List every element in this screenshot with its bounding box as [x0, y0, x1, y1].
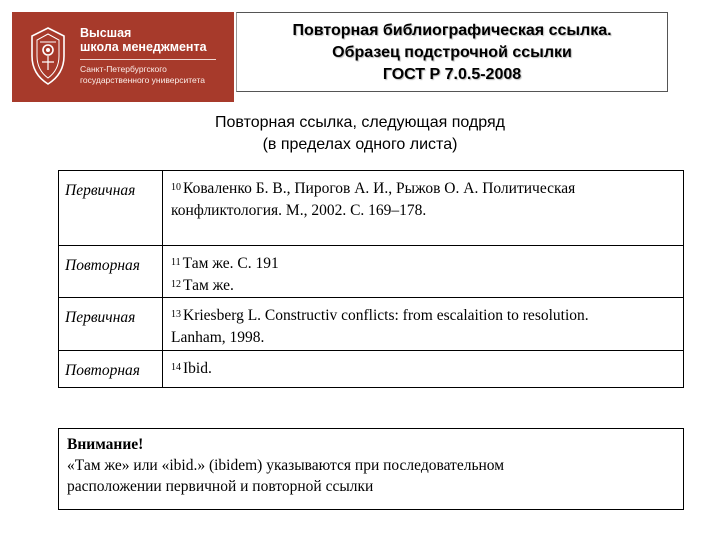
logo-divider	[80, 59, 216, 60]
reference-line	[171, 200, 675, 222]
title-line-2: Образец подстрочной ссылки	[332, 44, 572, 61]
attention-note	[58, 428, 684, 510]
subtitle-line-2: (в пределах одного листа)	[262, 136, 458, 153]
logo-line-3: Санкт-Петербургского	[80, 64, 167, 74]
footnote-number: 13	[171, 309, 181, 320]
reference-type: Первичная	[59, 298, 163, 351]
university-emblem-icon	[24, 26, 72, 88]
reference-line	[171, 305, 675, 327]
reference-text: Коваленко Б. В., Пирогов А. И., Рыжов О. А. Политическая	[183, 180, 576, 197]
reference-text: Ibid.	[183, 360, 212, 377]
logo-text	[80, 26, 216, 86]
reference-type: Первичная	[59, 171, 163, 246]
reference-line	[171, 253, 675, 275]
reference-text: Lanham, 1998.	[171, 329, 265, 346]
reference-cell	[163, 246, 684, 298]
footnote-number: 14	[171, 362, 181, 373]
reference-text: конфликтология. М., 2002. С. 169–178.	[171, 202, 427, 219]
subtitle-line-1: Повторная ссылка, следующая подряд	[215, 114, 505, 131]
table-row	[59, 246, 684, 298]
reference-line	[171, 358, 675, 380]
subtitle	[150, 112, 570, 156]
title-line-1: Повторная библиографическая ссылка.	[292, 22, 612, 39]
table-row	[59, 351, 684, 388]
note-line-1: «Там же» или «ibid.» (ibidem) указываются при последовательном	[67, 457, 505, 474]
reference-type: Повторная	[59, 351, 163, 388]
logo-line-4: государственного университета	[80, 75, 206, 85]
logo-line-2: школа менеджмента	[80, 40, 207, 54]
reference-text: Там же. С. 191	[182, 255, 279, 272]
logo-line-1: Высшая	[80, 26, 132, 40]
footnote-number: 10	[171, 182, 181, 193]
note-title: Внимание!	[67, 436, 144, 453]
table-row	[59, 171, 684, 246]
reference-cell	[163, 298, 684, 351]
reference-cell	[163, 351, 684, 388]
table-row	[59, 298, 684, 351]
reference-line	[171, 327, 675, 349]
reference-line	[171, 275, 675, 297]
references-table	[58, 170, 684, 388]
title-line-3: ГОСТ Р 7.0.5-2008	[382, 66, 522, 83]
reference-type: Повторная	[59, 246, 163, 298]
reference-text: Там же.	[183, 277, 234, 294]
note-line-2: расположении первичной и повторной ссылки	[67, 478, 374, 495]
logo-block	[12, 12, 234, 102]
reference-line	[171, 178, 675, 200]
footnote-number: 12	[171, 279, 181, 290]
slide-title	[236, 12, 668, 92]
footnote-number: 11	[171, 257, 181, 268]
reference-text: Kriesberg L. Constructiv conflicts: from escalaition to resolution.	[183, 307, 589, 324]
reference-cell	[163, 171, 684, 246]
